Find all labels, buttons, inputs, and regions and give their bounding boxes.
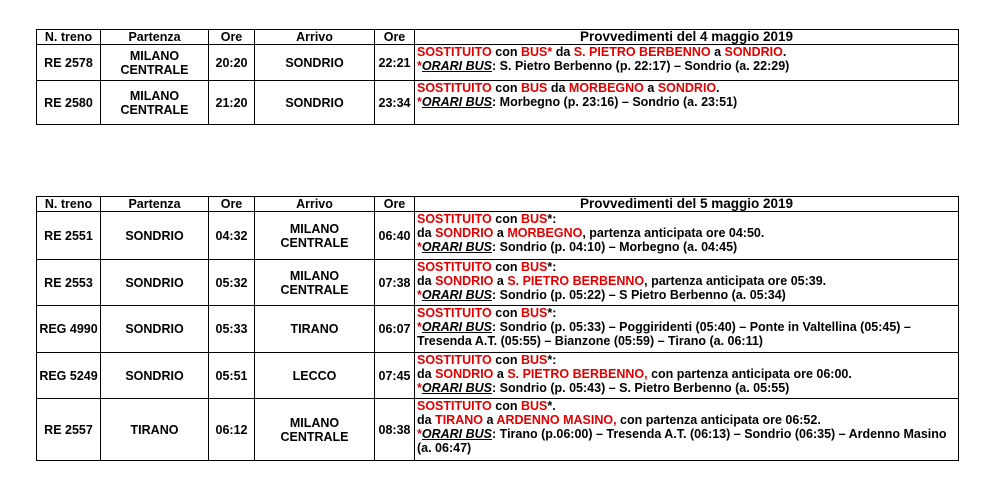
measure-text: da bbox=[417, 367, 436, 381]
highlight-text: BUS bbox=[520, 306, 548, 320]
arrival-station: TIRANO bbox=[255, 306, 375, 353]
table-header-row bbox=[37, 30, 959, 45]
measure-line bbox=[417, 381, 956, 395]
measure-text: : Sondrio (p. 05:33) – Poggiridenti (05:40) – Ponte in Valtellina (05:45) – Tresenda A.T. (05:55) – Bianzone (05:59) – Tirano (a. 06:11) bbox=[417, 320, 911, 348]
header-departure: Partenza bbox=[101, 197, 209, 212]
measure-line bbox=[417, 45, 956, 59]
table-row bbox=[37, 81, 959, 125]
header-departure: Partenza bbox=[101, 30, 209, 45]
highlight-text: BUS bbox=[520, 260, 548, 274]
highlight-text: SOSTITUITO bbox=[417, 45, 492, 59]
measure-line bbox=[417, 212, 956, 226]
train-number: RE 2557 bbox=[37, 399, 101, 461]
highlight-text: BUS bbox=[520, 212, 548, 226]
measure-text: da bbox=[417, 274, 436, 288]
highlight-text: * bbox=[417, 381, 422, 395]
measure-text: a bbox=[493, 226, 508, 240]
measure-cell bbox=[415, 260, 959, 306]
departure-station: MILANO CENTRALE bbox=[101, 45, 209, 81]
measure-line bbox=[417, 240, 956, 254]
measure-text: *: bbox=[547, 212, 557, 226]
highlight-text: BUS* bbox=[520, 45, 553, 59]
highlight-text: SOSTITUITO bbox=[417, 81, 492, 95]
measure-text: a bbox=[643, 81, 658, 95]
highlight-text: SONDRIO bbox=[435, 226, 494, 240]
highlight-text: MORBEGNO bbox=[568, 81, 644, 95]
highlight-text: BUS bbox=[520, 399, 548, 413]
highlight-text: SOSTITUITO bbox=[417, 399, 492, 413]
train-number: RE 2580 bbox=[37, 81, 101, 125]
highlight-text: S. PIETRO BERBENNO bbox=[573, 45, 711, 59]
bus-schedule-label: ORARI BUS bbox=[421, 320, 493, 334]
arrival-station: LECCO bbox=[255, 353, 375, 399]
header-arrival: Arrivo bbox=[255, 30, 375, 45]
departure-station: MILANO CENTRALE bbox=[101, 81, 209, 125]
measure-text: a bbox=[710, 45, 725, 59]
arrival-station: MILANO CENTRALE bbox=[255, 260, 375, 306]
measure-text: con bbox=[491, 81, 521, 95]
measure-text: . bbox=[716, 81, 720, 95]
departure-station: SONDRIO bbox=[101, 260, 209, 306]
bus-schedule-label: ORARI BUS bbox=[421, 240, 493, 254]
arrival-station: SONDRIO bbox=[255, 81, 375, 125]
measure-text: con bbox=[491, 212, 521, 226]
table-header-row bbox=[37, 197, 959, 212]
arrival-time: 22:21 bbox=[375, 45, 415, 81]
measure-text: a bbox=[482, 413, 497, 427]
measure-text: *: bbox=[547, 353, 557, 367]
departure-station: SONDRIO bbox=[101, 306, 209, 353]
highlight-text: * bbox=[417, 240, 422, 254]
header-measures-title: Provvedimenti del 4 maggio 2019 bbox=[415, 30, 959, 45]
highlight-text: * bbox=[417, 59, 422, 73]
measure-text: *: bbox=[547, 306, 557, 320]
arrival-time: 23:34 bbox=[375, 81, 415, 125]
departure-station: SONDRIO bbox=[101, 212, 209, 260]
highlight-text: S. PIETRO BERBENNO bbox=[507, 274, 645, 288]
measure-text: a bbox=[493, 274, 508, 288]
train-number: REG 5249 bbox=[37, 353, 101, 399]
bus-schedule-label: ORARI BUS bbox=[421, 381, 493, 395]
departure-time: 05:33 bbox=[209, 306, 255, 353]
measure-text: con bbox=[491, 260, 521, 274]
table-row bbox=[37, 45, 959, 81]
measure-line bbox=[417, 274, 956, 288]
measure-text: , partenza anticipata ore 04:50. bbox=[582, 226, 765, 240]
bus-schedule-label: ORARI BUS bbox=[421, 59, 493, 73]
train-number: RE 2551 bbox=[37, 212, 101, 260]
measure-line bbox=[417, 288, 956, 302]
highlight-text: SONDRIO bbox=[657, 81, 717, 95]
train-number: RE 2578 bbox=[37, 45, 101, 81]
arrival-time: 08:38 bbox=[375, 399, 415, 461]
measure-text: da bbox=[417, 226, 436, 240]
highlight-text: SONDRIO bbox=[435, 367, 494, 381]
table-row bbox=[37, 260, 959, 306]
measure-text: a bbox=[493, 367, 508, 381]
departure-time: 21:20 bbox=[209, 81, 255, 125]
measure-text: con bbox=[491, 306, 521, 320]
measure-text: : Morbegno (p. 23:16) – Sondrio (a. 23:51) bbox=[492, 95, 738, 109]
measure-line bbox=[417, 367, 956, 381]
measure-text: , partenza anticipata ore 05:39. bbox=[644, 274, 827, 288]
arrival-time: 06:07 bbox=[375, 306, 415, 353]
measure-text: : Sondrio (p. 04:10) – Morbegno (a. 04:45) bbox=[492, 240, 738, 254]
measure-text: *: bbox=[547, 260, 557, 274]
header-train: N. treno bbox=[37, 30, 101, 45]
measure-line bbox=[417, 81, 956, 95]
highlight-text: * bbox=[417, 95, 422, 109]
measure-text: da bbox=[417, 413, 436, 427]
highlight-text: SONDRIO bbox=[435, 274, 494, 288]
measure-text: con bbox=[491, 353, 521, 367]
bus-schedule-label: ORARI BUS bbox=[421, 95, 493, 109]
highlight-text: SOSTITUITO bbox=[417, 212, 492, 226]
departure-station: TIRANO bbox=[101, 399, 209, 461]
departure-time: 05:32 bbox=[209, 260, 255, 306]
highlight-text: SONDRIO bbox=[724, 45, 783, 59]
departure-time: 05:51 bbox=[209, 353, 255, 399]
measure-text: : Sondrio (p. 05:22) – S Pietro Berbenno (a. 05:34) bbox=[492, 288, 786, 302]
measure-text: con partenza anticipata ore 06:52. bbox=[616, 413, 821, 427]
arrival-time: 07:38 bbox=[375, 260, 415, 306]
arrival-time: 06:40 bbox=[375, 212, 415, 260]
departure-time: 04:32 bbox=[209, 212, 255, 260]
measure-line bbox=[417, 353, 956, 367]
highlight-text: SOSTITUITO bbox=[417, 306, 492, 320]
header-arr-time: Ore bbox=[375, 30, 415, 45]
table-5-maggio bbox=[36, 196, 959, 461]
measure-text: . bbox=[782, 45, 787, 59]
measure-text: con bbox=[491, 399, 521, 413]
arrival-station: MILANO CENTRALE bbox=[255, 399, 375, 461]
highlight-text: ARDENNO MASINO, bbox=[496, 413, 617, 427]
measure-cell bbox=[415, 399, 959, 461]
train-number: RE 2553 bbox=[37, 260, 101, 306]
train-number: REG 4990 bbox=[37, 306, 101, 353]
measure-line bbox=[417, 399, 956, 413]
measure-cell bbox=[415, 212, 959, 260]
measure-cell bbox=[415, 81, 959, 125]
departure-time: 20:20 bbox=[209, 45, 255, 81]
header-arrival: Arrivo bbox=[255, 197, 375, 212]
highlight-text: * bbox=[417, 320, 422, 334]
highlight-text: SOSTITUITO bbox=[417, 353, 492, 367]
measure-text: con bbox=[491, 45, 521, 59]
measure-text: *. bbox=[547, 399, 556, 413]
measure-cell bbox=[415, 45, 959, 81]
measure-text: da bbox=[552, 45, 574, 59]
arrival-station: MILANO CENTRALE bbox=[255, 212, 375, 260]
measure-line bbox=[417, 427, 956, 455]
measure-cell bbox=[415, 306, 959, 353]
measure-text: : S. Pietro Berbenno (p. 22:17) – Sondrio (a. 22:29) bbox=[492, 59, 790, 73]
table-row bbox=[37, 399, 959, 461]
highlight-text: * bbox=[417, 288, 422, 302]
measure-line bbox=[417, 413, 956, 427]
measure-text: da bbox=[547, 81, 569, 95]
arrival-station: SONDRIO bbox=[255, 45, 375, 81]
bus-schedule-label: ORARI BUS bbox=[421, 427, 493, 441]
measure-line bbox=[417, 306, 956, 320]
measure-cell bbox=[415, 353, 959, 399]
table-row bbox=[37, 212, 959, 260]
departure-time: 06:12 bbox=[209, 399, 255, 461]
highlight-text: BUS bbox=[520, 353, 548, 367]
measure-line bbox=[417, 59, 956, 73]
header-dep-time: Ore bbox=[209, 30, 255, 45]
measure-text: : Tirano (p.06:00) – Tresenda A.T. (06:13) – Sondrio (06:35) – Ardenno Masino (a. 06:47) bbox=[417, 427, 947, 455]
header-train: N. treno bbox=[37, 197, 101, 212]
highlight-text: S. PIETRO BERBENNO, bbox=[507, 367, 648, 381]
arrival-time: 07:45 bbox=[375, 353, 415, 399]
header-arr-time: Ore bbox=[375, 197, 415, 212]
measure-text: con partenza anticipata ore 06:00. bbox=[647, 367, 852, 381]
highlight-text: MORBEGNO bbox=[507, 226, 583, 240]
highlight-text: BUS bbox=[520, 81, 548, 95]
measure-line bbox=[417, 260, 956, 274]
table-row bbox=[37, 353, 959, 399]
header-dep-time: Ore bbox=[209, 197, 255, 212]
measure-line bbox=[417, 95, 956, 109]
bus-schedule-label: ORARI BUS bbox=[421, 288, 493, 302]
highlight-text: TIRANO bbox=[435, 413, 483, 427]
measure-line bbox=[417, 320, 956, 348]
table-row bbox=[37, 306, 959, 353]
departure-station: SONDRIO bbox=[101, 353, 209, 399]
table-4-maggio bbox=[36, 29, 959, 125]
header-measures-title: Provvedimenti del 5 maggio 2019 bbox=[415, 197, 959, 212]
highlight-text: * bbox=[417, 427, 422, 441]
measure-text: : Sondrio (p. 05:43) – S. Pietro Berbenno (a. 05:55) bbox=[492, 381, 790, 395]
highlight-text: SOSTITUITO bbox=[417, 260, 492, 274]
measure-line bbox=[417, 226, 956, 240]
